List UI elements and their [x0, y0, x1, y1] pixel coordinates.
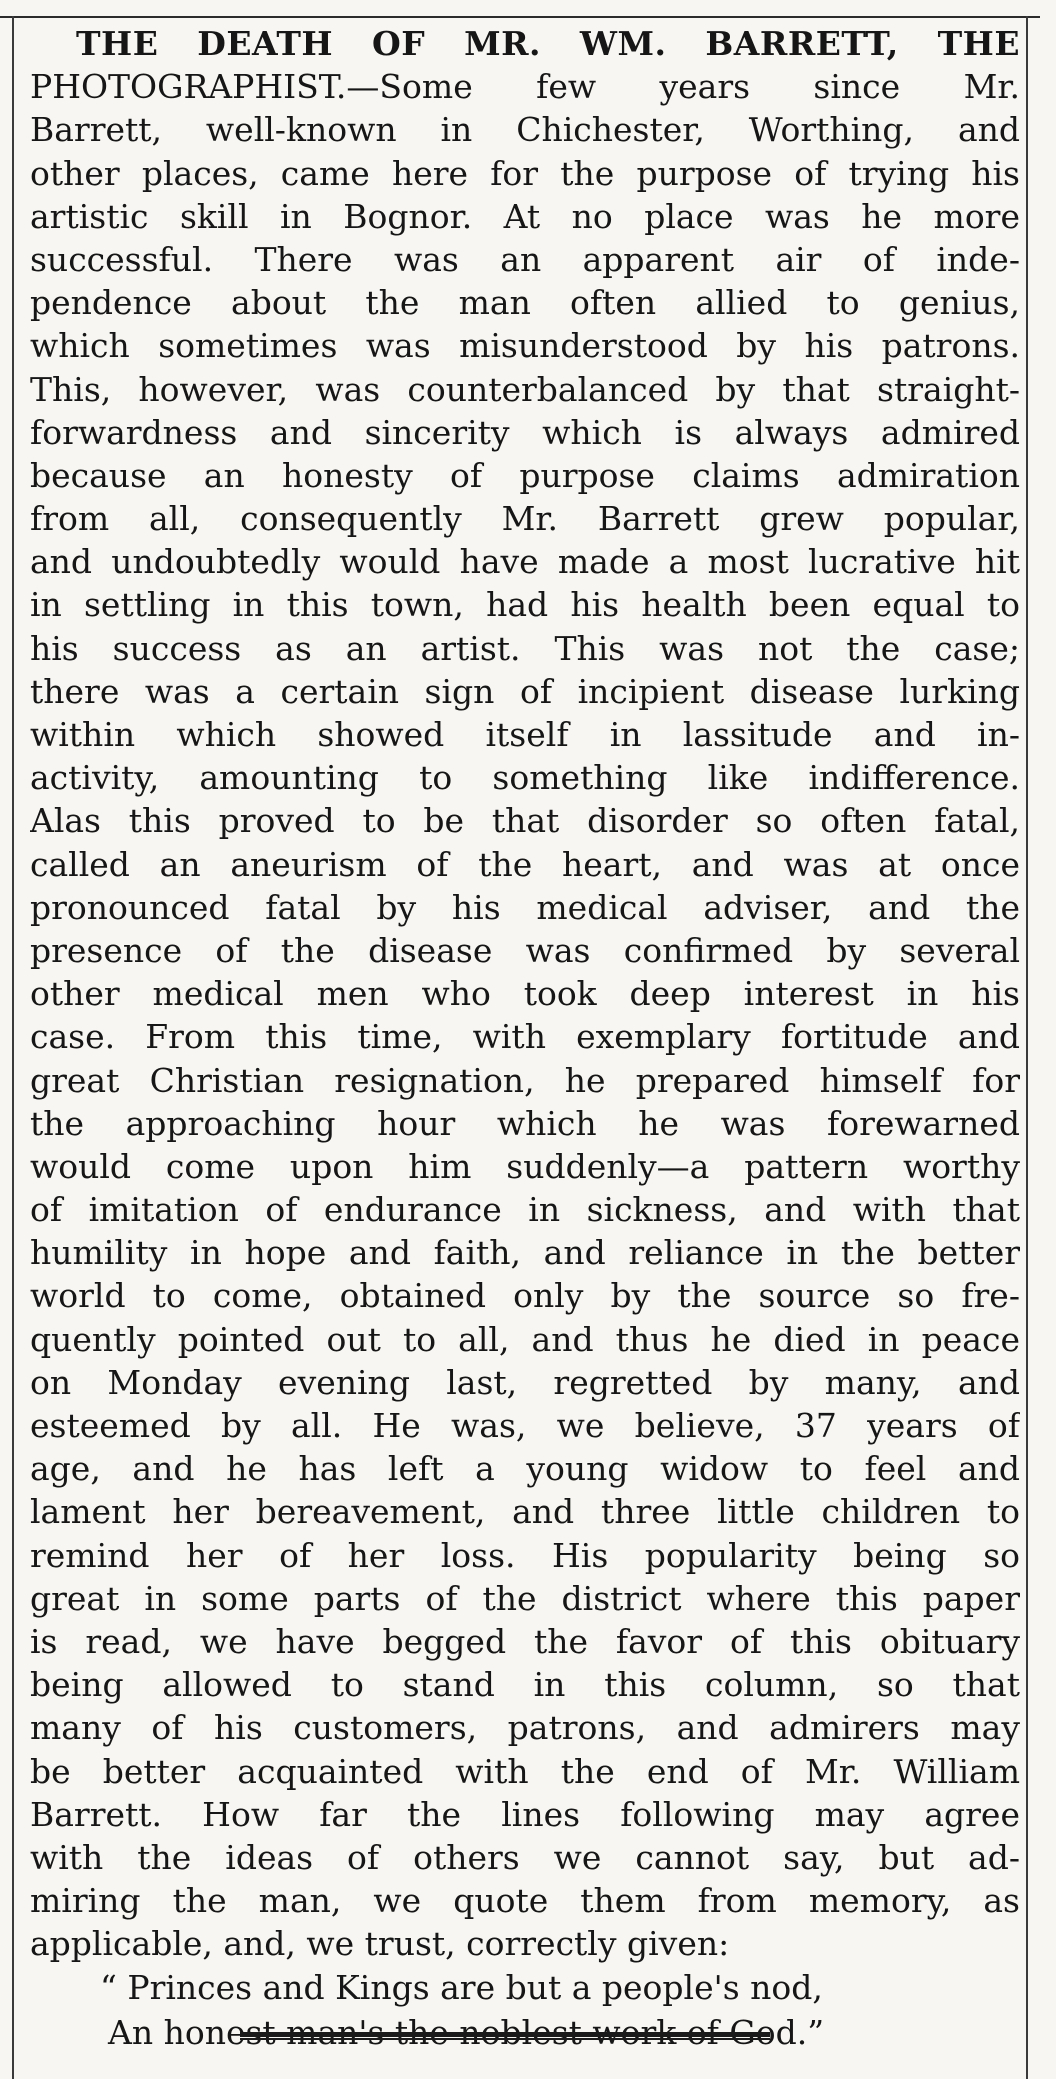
article-text-line: humility in hope and faith, and reliance in the better	[30, 1233, 1020, 1273]
article-headline: THE DEATH OF MR. WM. BARRETT, THE	[76, 24, 1020, 63]
right-column-rule	[1026, 16, 1028, 2079]
article-text-line: presence of the disease was confirmed by several	[30, 930, 1020, 970]
article-text-line: be better acquainted with the end of Mr. William	[30, 1751, 1020, 1791]
article-text-line: Alas this proved to be that disorder so often fatal,	[30, 801, 1020, 841]
article-text-line: miring the man, we quote them from memory, as	[30, 1881, 1020, 1921]
article-text-line: activity, amounting to something like indifference.	[30, 758, 1020, 798]
article-text-line: age, and he has left a young widow to feel and	[30, 1449, 1020, 1489]
top-border-rule	[0, 16, 1040, 18]
article-text-line: from all, consequently Mr. Barrett grew popular,	[30, 499, 1020, 539]
article-text-line: which sometimes was misunderstood by his patrons.	[30, 326, 1020, 366]
quotation-line-2: An honest man's the noblest work of God.”	[108, 2013, 825, 2053]
article-text-line: other places, came here for the purpose of trying his	[30, 153, 1020, 193]
article-text-line: esteemed by all. He was, we believe, 37 years of	[30, 1406, 1020, 1445]
article-text-line: great Christian resignation, he prepared himself for	[30, 1060, 1020, 1100]
article-text-line: Barrett, well-known in Chichester, Worthing, and	[30, 110, 1020, 150]
headline-photographist: PHOTOGRAPHIST.	[30, 67, 347, 107]
article-text-line: successful. There was an apparent air of inde-	[30, 239, 1020, 279]
article-text-line: world to come, obtained only by the source so fre-	[30, 1276, 1020, 1316]
article-text-line: his success as an artist. This was not the case;	[30, 628, 1020, 668]
article-text-line: This, however, was counterbalanced by that straight-	[30, 369, 1020, 409]
article-body	[30, 108, 1020, 1965]
quotation-line-1: “ Princes and Kings are but a people's nod,	[100, 1968, 823, 2008]
article-text-line: the approaching hour which he was forewarned	[30, 1103, 1020, 1143]
article-text-line: lament her bereavement, and three little children to	[30, 1492, 1020, 1532]
article-text-line: of imitation of endurance in sickness, and with that	[30, 1190, 1020, 1230]
article-text-line: and undoubtedly would have made a most lucrative hit	[30, 542, 1020, 582]
article-text-line: because an honesty of purpose claims admiration	[30, 455, 1020, 495]
article-text-line: there was a certain sign of incipient disease lurking	[30, 671, 1020, 711]
article-text-line: many of his customers, patrons, and admirers may	[30, 1708, 1020, 1748]
article-text-line: forwardness and sincerity which is always admired	[30, 412, 1020, 452]
article-text-line: other medical men who took deep interest in his	[30, 974, 1020, 1014]
article-text-line: is read, we have begged the favor of this obituary	[30, 1621, 1020, 1661]
article-text-line: remind her of her loss. His popularity being so	[30, 1535, 1020, 1575]
article-text-line: would come upon him suddenly—a pattern worthy	[30, 1146, 1020, 1186]
article-text-line: being allowed to stand in this column, so that	[30, 1665, 1020, 1705]
article-text-line: case. From this time, with exemplary fortitude and	[30, 1017, 1020, 1057]
article-text-line: pendence about the man often allied to genius,	[30, 283, 1020, 323]
article-end-rule	[240, 2032, 770, 2040]
left-column-rule	[12, 16, 14, 2079]
article-text-line: Barrett. How far the lines following may agree	[30, 1794, 1020, 1834]
headline-continuation	[30, 65, 1020, 108]
article-text-line: applicable, and, we trust, correctly given:	[30, 1924, 730, 1964]
article-text-line: quently pointed out to all, and thus he died in peace	[30, 1319, 1020, 1359]
article-text-line: on Monday evening last, regretted by many, and	[30, 1362, 1020, 1402]
article-text-line: great in some parts of the district where this paper	[30, 1578, 1020, 1618]
article-text-line: called an aneurism of the heart, and was at once	[30, 844, 1020, 884]
article-text-line: in settling in this town, had his health been equal to	[30, 585, 1020, 625]
article-text-line: pronounced fatal by his medical adviser, and the	[30, 887, 1020, 927]
article-column	[30, 22, 1020, 2055]
article-text-line: artistic skill in Bognor. At no place was he more	[30, 196, 1020, 236]
article-text-line: with the ideas of others we cannot say, but ad-	[30, 1837, 1020, 1877]
first-sentence-start: —Some few years since Mr.	[346, 67, 1020, 107]
article-text-line: within which showed itself in lassitude and in-	[30, 715, 1020, 754]
